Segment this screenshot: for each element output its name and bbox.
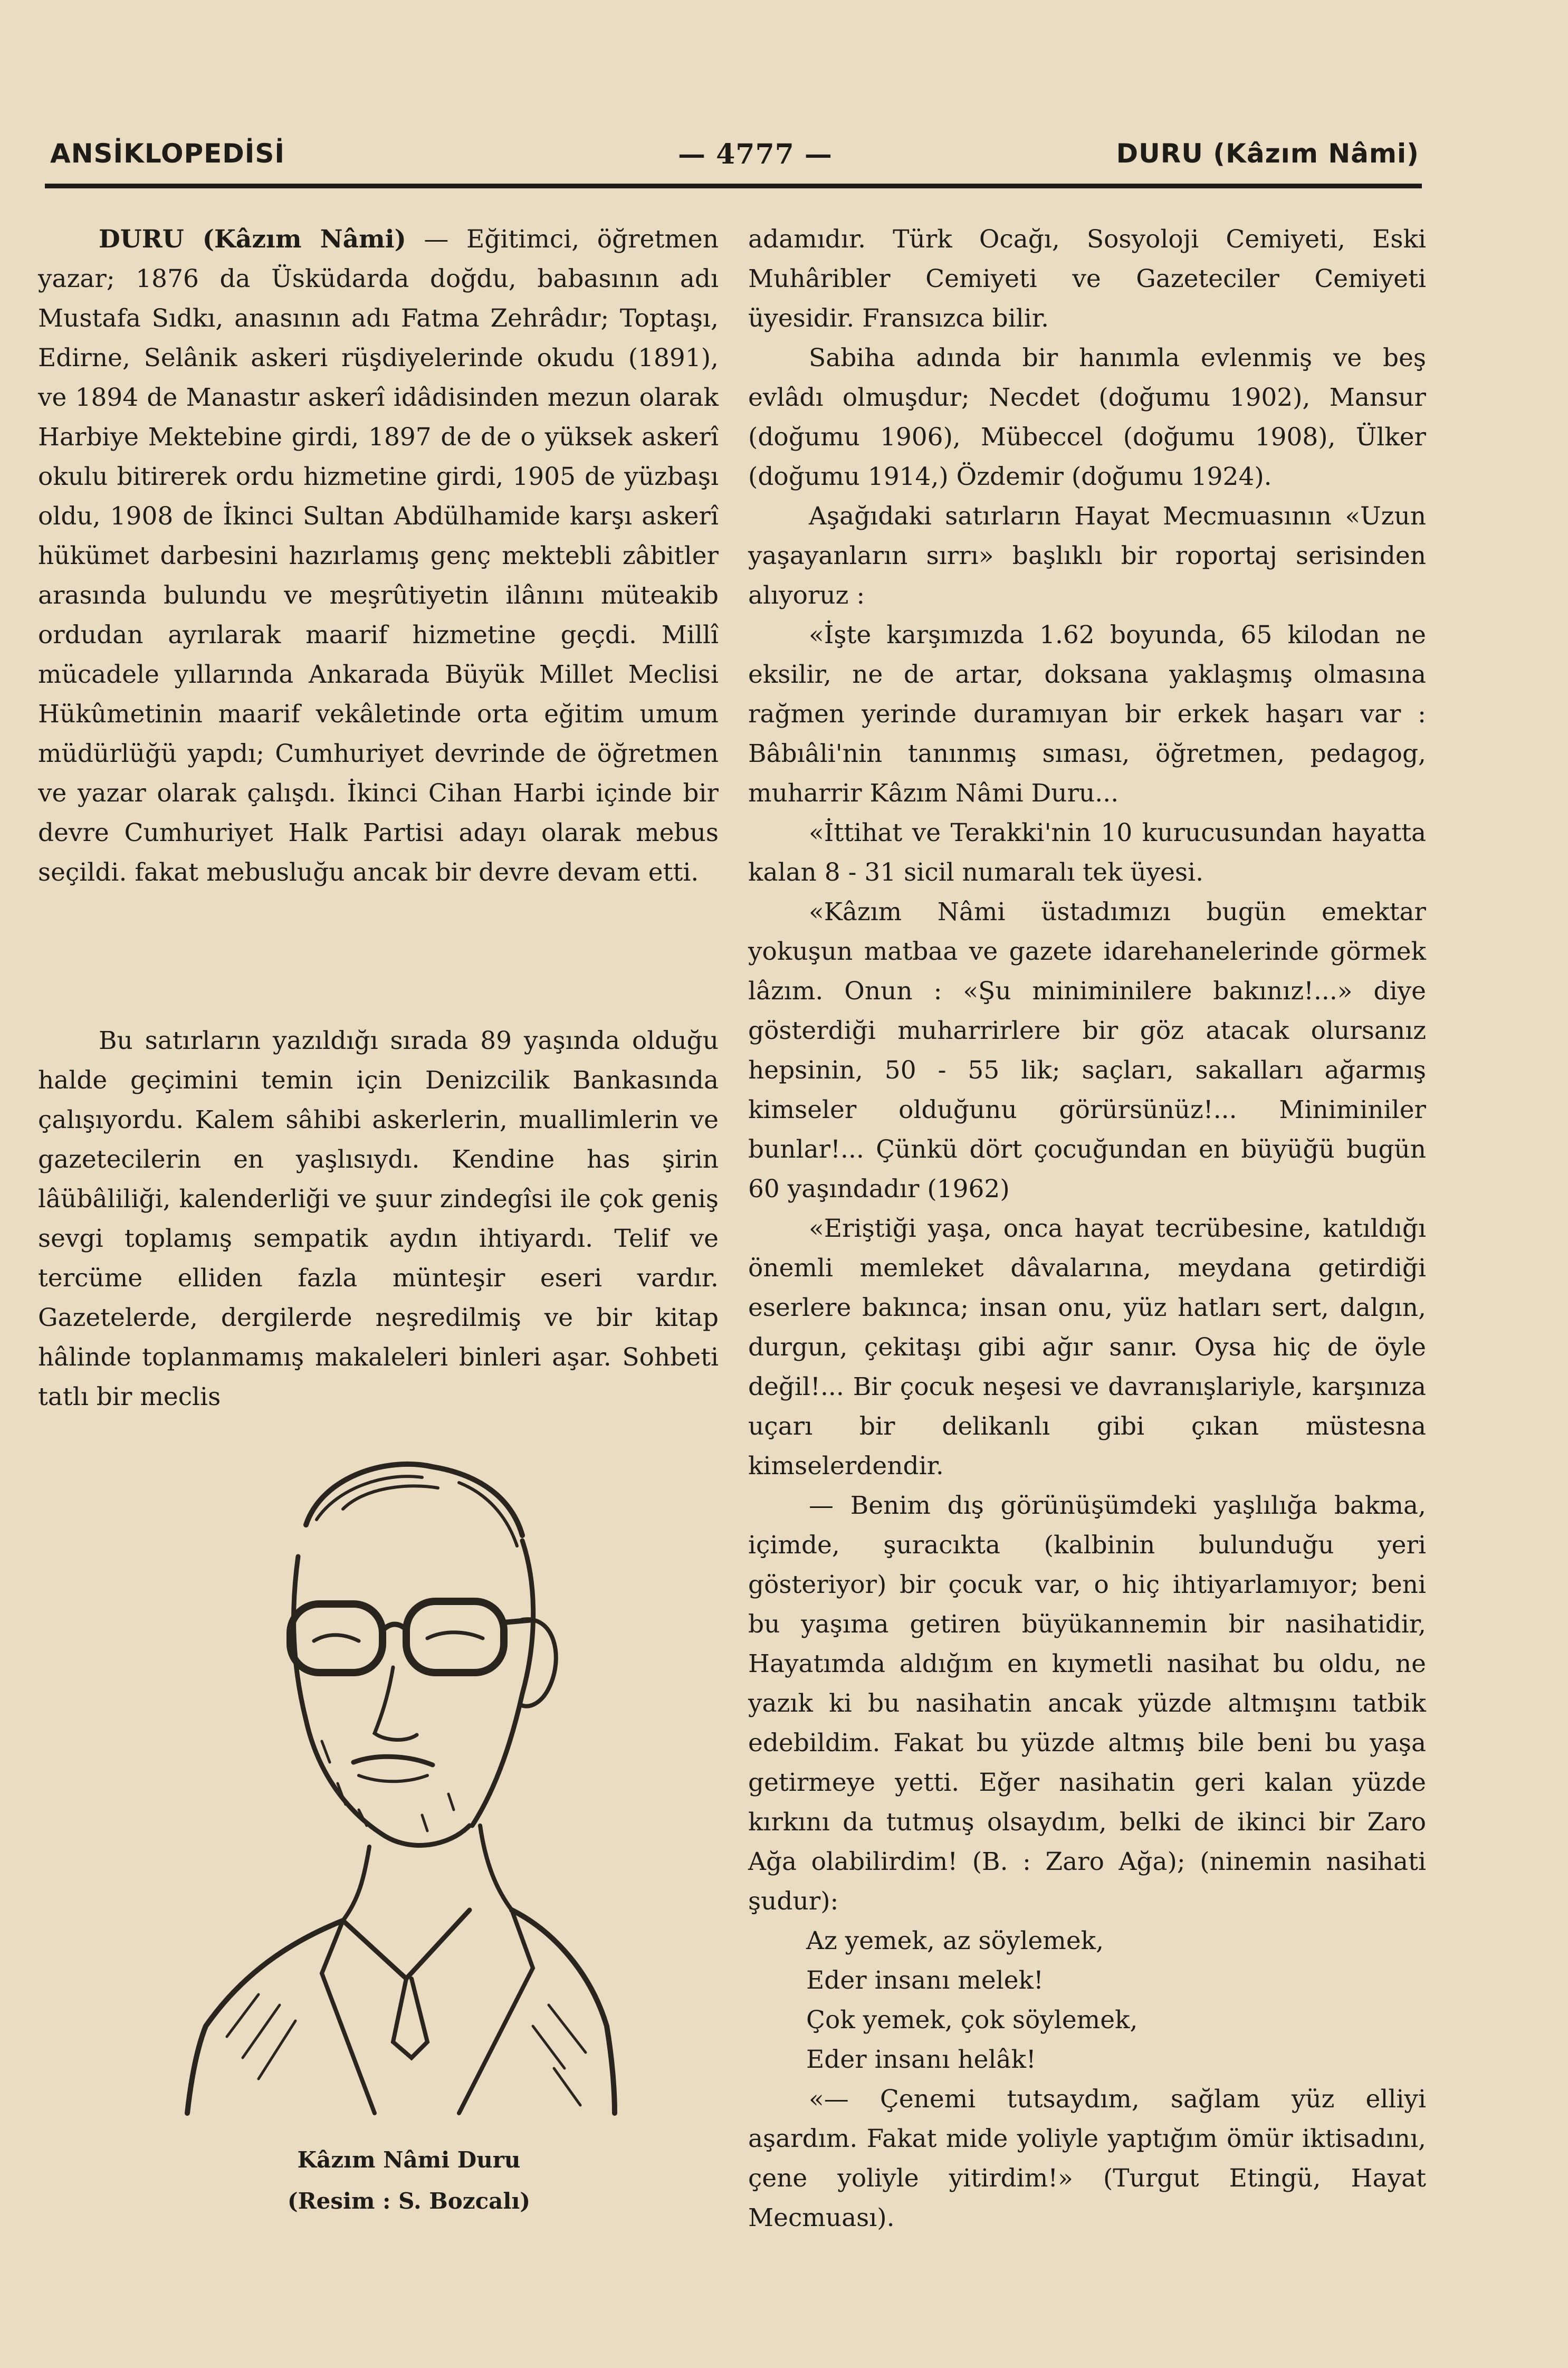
col2-paragraph-9: «— Çenemi tutsaydım, sağlam yüz elliyi aşardım. Fakat mide yoliyle yaptığım ömür iktisadını, çene yoliyle yitirdim!» (Turgut Etingü, Hayat Mecmuası). <box>748 2085 1426 2232</box>
header-right: DURU (Kâzım Nâmi) <box>1116 138 1419 169</box>
column-1-bottom <box>38 1021 719 1417</box>
header-rule <box>45 184 1422 188</box>
poem-line: Eder insanı melek! <box>806 1966 1044 1995</box>
entry-text-1: — Eğitimci, öğretmen yazar; 1876 da Üsküdarda doğdu, babasının adı Mustafa Sıdkı, anasının adı Fatma Zehrâdır; Toptaşı, Edirne, Selânik askeri rüşdiyelerinde okudu (1891), ve 1894 de Manastır askerî idâdisinden mezun olarak Harbiye Mektebine girdi, 1897 de de o yüksek askerî okulu bitirerek ordu hizmetine girdi, 1905 de yüzbaşı oldu, 1908 de İkinci Sultan Abdülhamide karşı askerî hükümet darbesini hazırlamış genç mektebli zâbitler arasında bulundu ve meşrûtiyetin ilânını müteakib ordudan ayrılarak maarif hizmetine geçdi. Millî mücadele yıllarında Ankarada Büyük Millet Meclisi Hükûmetinin maarif vekâletinde orta eğitim umum müdürlüğü yapdı; Cumhuriyet devrinde de öğretmen ve yazar olarak çalışdı. İkinci Cihan Harbi içinde bir devre Cumhuriyet Halk Partisi adayı olarak mebus seçildi. fakat mebusluğu ancak bir devre devam etti. <box>38 225 719 887</box>
col2-paragraph-4: «İşte karşımızda 1.62 boyunda, 65 kilodan ne eksilir, ne de artar, doksana yaklaşmış olmasına rağmen yerinde duramıyan bir erkek haşarı var : Bâbıâli'nin tanınmış sıması, öğretmen, pedagog, muharrir Kâzım Nâmi Duru... <box>748 620 1426 808</box>
entry-paragraph-1 <box>38 219 719 892</box>
col2-paragraph-8: — Benim dış görünüşümdeki yaşlılığa bakma, içimde, şuracıkta (kalbinin bulunduğu yeri gösteriyor) bir çocuk var, o hiç ihtiyarlamıyor; beni bu yaşıma getiren büyükannemin bir nasihatidir, Hayatımda aldığım en kıymetli nasihat bu oldu, ne yazık ki bu nasihatin ancak yüzde altmışını tatbik edebildim. Fakat bu yüzde altmış bile beni bu yaşa getirmeye yetti. Eğer nasihatin geri kalan yüzde kırkını da tutmuş olsaydım, belki de ikinci bir Zaro Ağa olabilirdim! (B. : Zaro Ağa); (ninemin nasihati şudur): <box>748 1491 1426 1916</box>
col2-paragraph-1: adamıdır. Türk Ocağı, Sosyoloji Cemiyeti, Eski Muhâribler Cemiyeti ve Gazeteciler Cemiyeti üyesidir. Fransızca bilir. <box>748 225 1426 333</box>
column-1-top <box>38 219 719 892</box>
poem-line: Az yemek, az söylemek, <box>806 1926 1104 1955</box>
portrait-caption <box>132 2140 686 2222</box>
portrait-drawing <box>185 1446 617 2116</box>
page-header <box>50 138 1419 180</box>
col2-paragraph-3: Aşağıdaki satırların Hayat Mecmuasının «Uzun yaşayanların sırrı» başlıklı bir roportaj serisinden alıyoruz : <box>748 502 1426 610</box>
col2-paragraph-7: «Eriştiği yaşa, onca hayat tecrübesine, katıldığı önemli memleket dâvalarına, meydana getirdiği eserlere bakınca; insan onu, yüz hatları sert, dalgın, durgun, çekitaşı gibi ağır sanır. Oysa hiç de öyle değil!... Bir çocuk neşesi ve davranışlariyle, karşınıza uçarı bir delikanlı gibi çıkan müstesna kimselerdendir. <box>748 1214 1426 1481</box>
poem-line: Eder insanı helâk! <box>806 2045 1036 2074</box>
entry-title: DURU (Kâzım Nâmi) <box>99 225 406 254</box>
col2-paragraph-2: Sabiha adında bir hanımla evlenmiş ve beş evlâdı olmuşdur; Necdet (doğumu 1902), Mansur (doğumu 1906), Mübeccel (doğumu 1908), Ülker (doğumu 1914,) Özdemir (doğumu 1924). <box>748 343 1426 491</box>
col2-paragraph-5: «İttihat ve Terakki'nin 10 kurucusundan hayatta kalan 8 - 31 sicil numaralı tek üyesi. <box>748 818 1426 887</box>
header-left: ANSİKLOPEDİSİ <box>50 138 285 169</box>
entry-paragraph-2: Bu satırların yazıldığı sırada 89 yaşında olduğu halde geçimini temin için Denizcilik Bankasında çalışıyordu. Kalem sâhibi askerlerin, muallimlerin ve gazetecilerin en yaşlısıydı. Kendine has şirin lâübâliliği, kalenderliği ve şuur zindegîsi ile çok geniş sevgi toplamış sempatik aydın ihtiyardı. Telif ve tercüme elliden fazla münteşir eseri vardır. Gazetelerde, dergilerde neşredilmiş ve bir kitap hâlinde toplanmamış makaleleri binleri aşar. Sohbeti tatlı bir meclis <box>38 1026 719 1411</box>
poem-line: Çok yemek, çok söylemek, <box>806 2006 1138 2035</box>
caption-name: Kâzım Nâmi Duru <box>297 2147 521 2173</box>
caption-credit: (Resim : S. Bozcalı) <box>287 2188 531 2214</box>
col2-paragraph-6: «Kâzım Nâmi üstadımızı bugün emektar yokuşun matbaa ve gazete idarehanelerinde görmek lâzım. Onun : «Şu miniminilere bakınız!...» diye gösterdiği muharrirlere bir göz atacak olursanız hepsinin, 50 - 55 lik; saçları, sakalları ağarmış kimseler olduğunu görürsünüz!... Miniminiler bunlar!... Çünkü dört çocuğundan en büyüğü bugün 60 yaşındadır (1962) <box>748 897 1426 1204</box>
column-2 <box>748 219 1426 2238</box>
page-number: — 4777 — <box>678 138 833 170</box>
poem <box>748 1921 1426 2079</box>
